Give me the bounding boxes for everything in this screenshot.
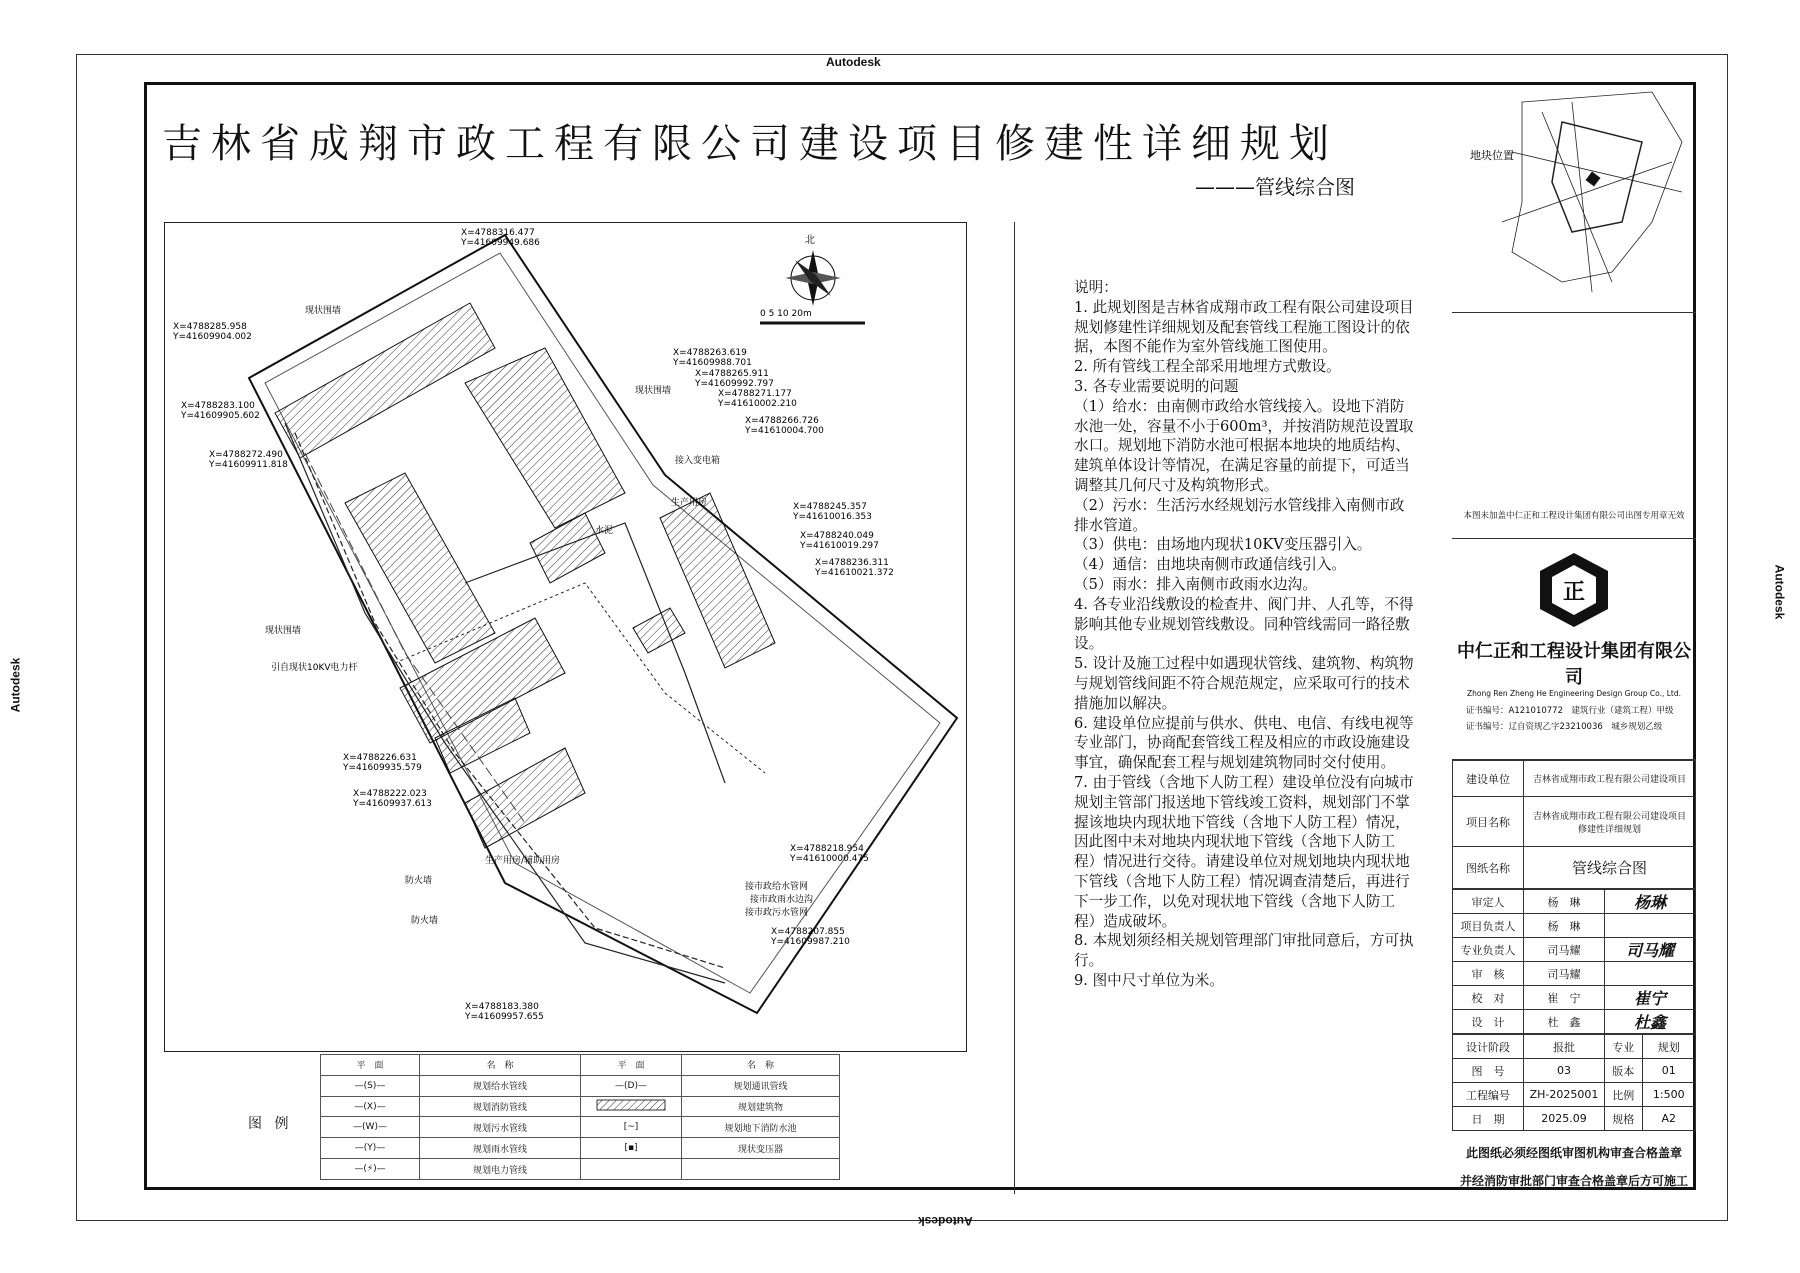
table-cell: 1:500 (1642, 1083, 1695, 1107)
building-small (633, 608, 685, 653)
legend-label: 图 例 (248, 1116, 293, 1132)
value-cell: 吉林省成翔市政工程有限公司建设项目修建性详细规划 (1524, 797, 1696, 847)
label-fire: 防火墙 (405, 876, 433, 886)
coord-y: Y=41610016.353 (793, 512, 872, 522)
note-line: 8. 本规划须经相关规划管理部门审批同意后，方可执行。 (1074, 932, 1414, 970)
coord-y: Y=41609988.701 (673, 358, 752, 368)
label-production: 生产用房 (671, 498, 708, 508)
page-title: 吉林省成翔市政工程有限公司建设项目修建性详细规划 (162, 121, 1338, 167)
coord-y: Y=41609911.818 (209, 460, 288, 470)
coord-x: X=4788226.631 (343, 753, 417, 763)
company-panel (1452, 539, 1696, 760)
site-boundary (249, 235, 957, 1013)
note-line: 说明： (1074, 279, 1118, 296)
table-cell: A2 (1642, 1107, 1695, 1131)
legend-head: 平 面 (321, 1055, 420, 1076)
label-concrete: 水泥 (595, 526, 614, 536)
note-line: 2. 所有管线工程全部采用地埋方式敷设。 (1074, 358, 1341, 376)
coord-x: X=4788183.380 (465, 1002, 539, 1012)
legend-item: 现状变压器 (682, 1138, 840, 1159)
label-office: 生产用房/辅助用房 (485, 856, 561, 866)
building-production-1 (465, 348, 625, 528)
note-line: 9. 图中尺寸单位为米。 (1074, 971, 1224, 989)
signature-icon: 崔宁 (1605, 986, 1696, 1010)
coord-y: Y=41609935.579 (343, 763, 422, 773)
building-production-4 (660, 493, 775, 668)
coord-x: X=4788207.855 (771, 927, 845, 937)
watermark-top: Autodesk (826, 55, 881, 69)
table-cell: 司马耀 (1524, 938, 1605, 962)
table-cell: 司马耀 (1524, 962, 1605, 986)
legend-item: 规划污水管线 (420, 1117, 581, 1138)
rain-line-symbol: —(Y)— (321, 1138, 420, 1159)
location-map (1452, 82, 1696, 313)
signature-icon: 司马耀 (1605, 938, 1696, 962)
page-subtitle: ———管线综合图 (1195, 175, 1355, 199)
table-cell: 杜 鑫 (1524, 1010, 1605, 1034)
coord-y: Y=41609949.686 (461, 238, 540, 248)
scale-label: 0 5 10 20m (760, 309, 812, 319)
transformer-symbol: [▪] (581, 1138, 682, 1159)
legend-item: 规划电力管线 (420, 1159, 581, 1180)
value-cell: 吉林省成翔市政工程有限公司建设项目 (1524, 761, 1696, 797)
location-label: 地块位置 (1470, 149, 1514, 162)
project-info-table (1452, 760, 1696, 889)
coord-x: X=4788316.477 (461, 228, 535, 238)
sewer-line-symbol: —(W)— (321, 1117, 420, 1138)
legend-head: 名 称 (420, 1055, 581, 1076)
coord-x: X=4788272.490 (209, 450, 283, 460)
note-line: 1. 此规划图是吉林省成翔市政工程有限公司建设项目规划修建性详细规划及配套管线工程施工图设计的依据，本图不能作为室外管线施工图使用。 (1074, 298, 1414, 356)
coord-y: Y=41610019.297 (800, 541, 879, 551)
legend-head: 名 称 (682, 1055, 840, 1076)
table-cell: 专业负责人 (1453, 938, 1524, 962)
label-cell: 项目名称 (1453, 797, 1524, 847)
coord-y: Y=41609905.602 (181, 411, 260, 421)
table-cell: 审定人 (1453, 890, 1524, 914)
legend-item: 规划通讯管线 (682, 1075, 840, 1096)
coord-x: X=4788236.311 (815, 558, 889, 568)
note-line: 5. 设计及施工过程中如遇现状管线、建筑物、构筑物与规划管线间距不符合规范规定，应采取可行的技术措施加以解决。 (1074, 655, 1414, 712)
site-plan (164, 222, 967, 1052)
note-line: （5）雨水：排入南侧市政雨水边沟。 (1074, 575, 1317, 593)
watermark-left: Autodesk (8, 657, 23, 713)
watermark-bottom: Autodesk (918, 1214, 973, 1228)
svg-text:正: 正 (1562, 580, 1586, 605)
legend-item: 规划建筑物 (682, 1096, 840, 1117)
label-cell: 建设单位 (1453, 761, 1524, 797)
title-block (1452, 82, 1696, 1190)
legend-table (320, 1054, 840, 1180)
stamp-note: 本图未加盖中仁正和工程设计集团有限公司出图专用章无效 (1463, 511, 1685, 521)
signature-icon: 杜鑫 (1605, 1010, 1696, 1034)
north-arrow (785, 250, 841, 306)
company-name-en: Zhong Ren Zheng He Engineering Design Group Co., Ltd. (1466, 689, 1682, 698)
meta-table (1452, 1034, 1696, 1131)
compass-label: 北 (805, 235, 815, 246)
watermark-right: Autodesk (1772, 564, 1787, 620)
company-name: 中仁正和工程设计集团有限公司 (1457, 641, 1691, 688)
location-map-drawing (1452, 82, 1696, 312)
note-line: （3）供电：由场地内现状10KV变压器引入。 (1074, 536, 1372, 554)
table-cell: 专业 (1605, 1035, 1643, 1059)
legend-head: 平 面 (581, 1055, 682, 1076)
coord-x: X=4788283.100 (181, 401, 255, 411)
legend-item: 规划地下消防水池 (682, 1117, 840, 1138)
site-plan-drawing (165, 223, 966, 1051)
table-cell: 规格 (1605, 1107, 1643, 1131)
coord-y: Y=41609937.613 (353, 799, 432, 809)
note-line: 3. 各专业需要说明的问题 (1074, 377, 1239, 395)
label-wall: 现状围墙 (635, 386, 672, 396)
building-office (275, 303, 495, 458)
coord-x: X=4788263.619 (673, 348, 747, 358)
table-cell: 项目负责人 (1453, 914, 1524, 938)
coord-y: Y=41610000.475 (790, 854, 869, 864)
table-cell: 日 期 (1453, 1107, 1524, 1131)
label-water-in: 接市政给水管网 (745, 882, 809, 892)
coord-x: X=4788240.049 (800, 531, 874, 541)
cert-line: 证书编号：A121010772 建筑行业（建筑工程）甲级 (1466, 706, 1674, 716)
coord-y: Y=41609987.210 (771, 937, 850, 947)
coord-y: Y=41609904.002 (173, 332, 252, 342)
coord-x: X=4788222.023 (353, 789, 427, 799)
coord-x: X=4788285.958 (173, 322, 247, 332)
building-production-2 (345, 473, 495, 663)
coord-x: X=4788266.726 (745, 416, 819, 426)
coord-y: Y=41610002.210 (718, 399, 797, 409)
note-line: （2）污水：生活污水经规划污水管线排入南侧市政排水管道。 (1074, 496, 1405, 534)
footer-line: 并经消防审批部门审查合格盖章后方可施工 (1459, 1174, 1688, 1188)
table-cell: 工程编号 (1453, 1083, 1524, 1107)
table-cell: 设 计 (1453, 1010, 1524, 1034)
certificate-panel (1452, 313, 1696, 539)
note-line: （1）给水：由南侧市政给水管线接入。设地下消防水池一处，容量不小于600m³，并按消防规范设置取水口。规划地下消防水池可根据本地块的地质结构、建筑单体设计等情况，在满足容量的前提下，可适当调整其几何尺寸及构筑物形式。 (1074, 397, 1414, 494)
table-cell: 规划 (1642, 1035, 1695, 1059)
table-cell: 杨 琳 (1524, 914, 1605, 938)
coord-x: X=4788271.177 (718, 389, 792, 399)
company-logo-icon (1534, 549, 1614, 629)
coord-y: Y=41609957.655 (465, 1012, 544, 1022)
signature-icon: 杨琳 (1605, 890, 1696, 914)
table-cell: 版本 (1605, 1059, 1643, 1083)
water-line-symbol: —(S)— (321, 1075, 420, 1096)
fire-pool-symbol: [~] (581, 1117, 682, 1138)
label-wall: 现状围墙 (265, 626, 302, 636)
label-sewer-out: 接市政污水管网 (745, 908, 809, 918)
coord-x: X=4788265.911 (695, 369, 769, 379)
coord-y: Y=41609992.797 (695, 379, 774, 389)
label-rain-out: 接市政雨水边沟 (750, 895, 814, 905)
table-cell: 比例 (1605, 1083, 1643, 1107)
note-line: 4. 各专业沿线敷设的检查井、阀门井、人孔等，不得影响其他专业规划管线敷设。同种管线需同一路径敷设。 (1074, 595, 1414, 653)
signoff-table (1452, 889, 1696, 1034)
telecom-line-symbol: —(D)— (581, 1075, 682, 1096)
table-cell: 报批 (1524, 1035, 1605, 1059)
building-production-5 (530, 513, 605, 583)
table-cell (1605, 914, 1696, 938)
coord-x: X=4788245.357 (793, 502, 867, 512)
legend-item: 规划给水管线 (420, 1075, 581, 1096)
label-power: 引自现状10KV电力杆 (271, 663, 358, 673)
table-cell: 2025.09 (1524, 1107, 1605, 1131)
footer-line: 此图纸必须经图纸审图机构审查合格盖章 (1465, 1146, 1682, 1160)
table-cell: 校 对 (1453, 986, 1524, 1010)
label-wall: 现状围墙 (305, 306, 342, 316)
table-cell: 审 核 (1453, 962, 1524, 986)
note-line: 6. 建设单位应提前与供水、供电、电信、有线电视等专业部门，协商配套管线工程及相应的市政设施建设事宜，确保配套工程与规划建筑物同时交付使用。 (1074, 714, 1414, 772)
table-cell: 崔 宁 (1524, 986, 1605, 1010)
note-line: （4）通信：由地块南侧市政通信线引入。 (1074, 556, 1346, 574)
table-cell: 设计阶段 (1453, 1035, 1524, 1059)
table-cell: 图 号 (1453, 1059, 1524, 1083)
coord-x: X=4788218.954 (790, 844, 864, 854)
table-cell (682, 1159, 840, 1180)
legend-item: 规划雨水管线 (420, 1138, 581, 1159)
label-fire: 防火墙 (411, 916, 439, 926)
table-cell: 01 (1642, 1059, 1695, 1083)
table-cell: 杨 琳 (1524, 890, 1605, 914)
drawing-name: 管线综合图 (1524, 847, 1696, 889)
table-cell: 03 (1524, 1059, 1605, 1083)
building-hatch-symbol (581, 1096, 682, 1117)
table-cell: ZH-2025001 (1524, 1083, 1605, 1107)
coord-y: Y=41610021.372 (815, 568, 894, 578)
approval-footer (1452, 1131, 1696, 1195)
design-notes (1074, 278, 1414, 991)
legend-item: 规划消防管线 (420, 1096, 581, 1117)
note-line: 7. 由于管线（含地下人防工程）建设单位没有向城市规划主管部门报送地下管线竣工资料，规划部门不掌握该地块内现状地下管线（含地下人防工程）情况，因此图中未对地块内现状地下管线（含地下人防工程）情况进行交待。请建设单位对规划地块内现状地下管线（含地下人防工程）情况调查清楚后，再进行下一步工作，以免对现状地下管线（含地下人防工程）造成破坏。 (1074, 773, 1414, 930)
table-cell (581, 1159, 682, 1180)
cert-line: 证书编号：辽自资规乙字23210036 城乡规划乙级 (1466, 722, 1663, 732)
table-cell (1605, 962, 1696, 986)
label-cell: 图纸名称 (1453, 847, 1524, 889)
fire-line-symbol: —(X)— (321, 1096, 420, 1117)
power-line-symbol: —(⚡)— (321, 1159, 420, 1180)
coord-y: Y=41610004.700 (745, 426, 824, 436)
label-substation: 接入变电箱 (675, 456, 721, 466)
